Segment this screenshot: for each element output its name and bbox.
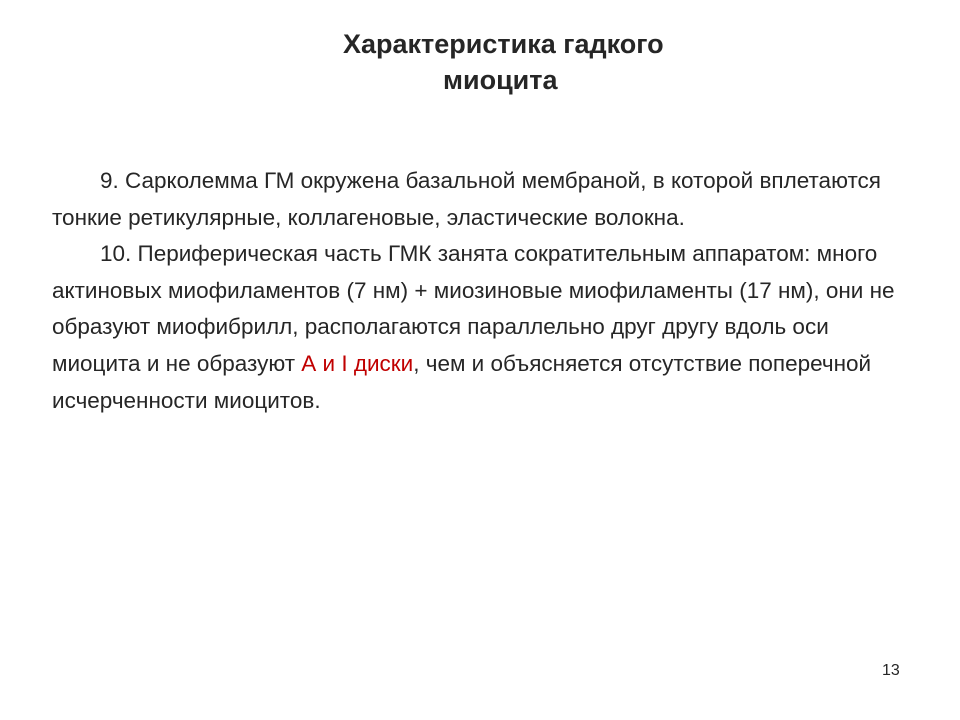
paragraph-10-text-before: 10. Периферическая часть ГМК занята сократительным аппаратом: много актиновых миофиламентов (7 нм) + миозиновые миофиламенты (17 нм), они не образуют миофибрилл, располагаются параллельно друг другу вдоль оси миоцита и не образуют (52, 241, 895, 376)
page-number: 13 (882, 662, 900, 679)
paragraph-9: 9. Сарколемма ГМ окружена базальной мембраной, в которой вплетаются тонкие ретикулярные, коллагеновые, эластические волокна. (52, 168, 881, 230)
slide-body (52, 163, 912, 419)
paragraph-10-highlight: А и I диски (301, 350, 414, 376)
slide-title-line-2: миоцита (443, 65, 558, 95)
paragraph-10 (52, 236, 912, 419)
slide-title (0, 26, 960, 98)
paragraph-10-text-after: , чем и объясняется отсутствие поперечной исчерченности миоцитов. (52, 350, 872, 413)
slide-title-line-1: Характеристика гадкого (343, 29, 664, 59)
